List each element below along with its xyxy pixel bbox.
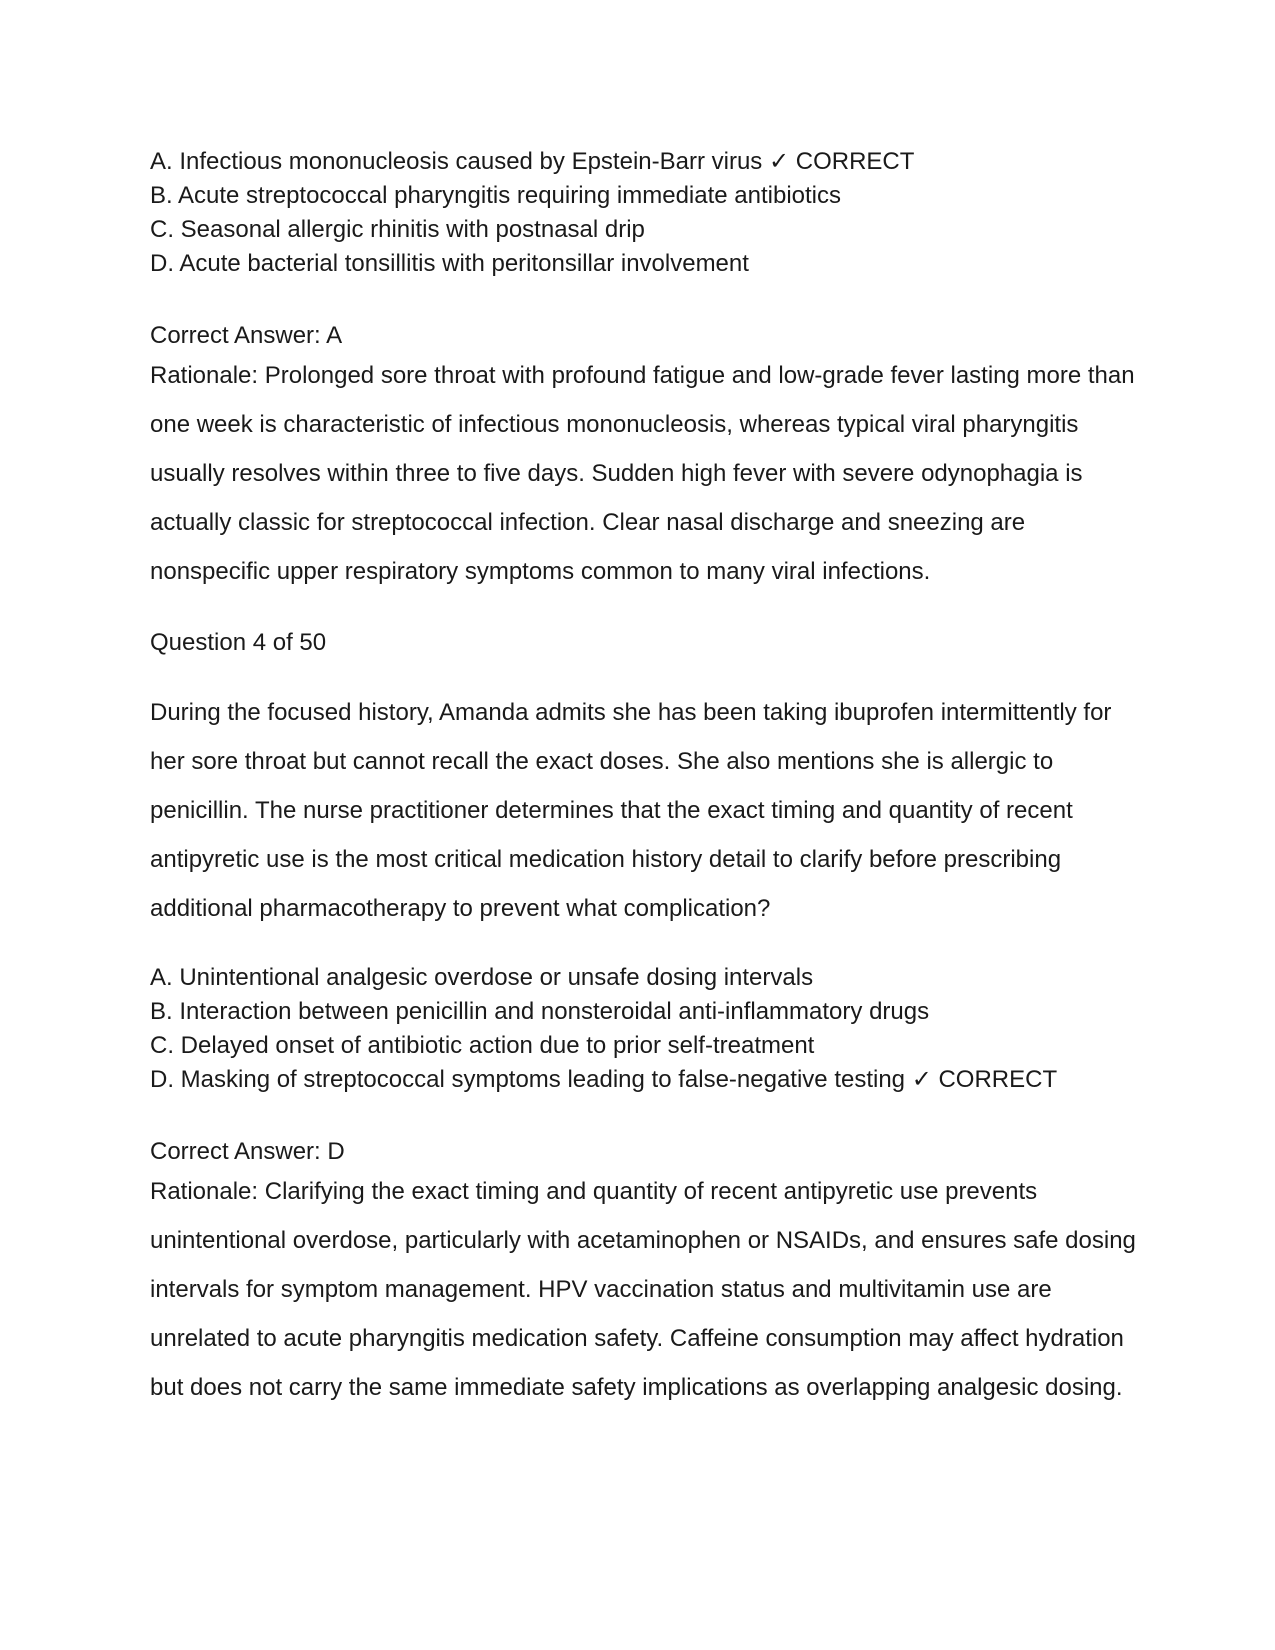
answer-section [150, 1135, 1150, 1412]
correct-answer-label: Correct Answer: A [150, 322, 343, 349]
answer-options-list [150, 961, 1150, 1097]
rationale-text: Rationale: Clarifying the exact timing and quantity of recent antipyretic use prevents unintentional overdose, particularly with acetaminophen or NSAIDs, and ensures safe dosing intervals for symptom management. HPV vaccination status and multivitamin use are unrelated to acute pharyngitis medication safety. Caffeine consumption may affect hydration but does not carry the same immediate safety implications as overlapping analgesic dosing. [150, 1178, 1136, 1401]
option-a: A. Infectious mononucleosis caused by Epstein-Barr virus ✓ CORRECT [150, 148, 915, 175]
rationale-text: Rationale: Prolonged sore throat with profound fatigue and low-grade fever lasting more than one week is characteristic of infectious mononucleosis, whereas typical viral pharyngitis usually resolves within three to five days. Sudden high fever with severe odynophagia is actually classic for streptococcal infection. Clear nasal discharge and sneezing are nonspecific upper respiratory symptoms common to many viral infections. [150, 362, 1135, 585]
document-page [150, 145, 1150, 1412]
question-stem: During the focused history, Amanda admits she has been taking ibuprofen intermittently for her sore throat but cannot recall the exact doses. She also mentions she is allergic to penicillin. The nurse practitioner determines that the exact timing and quantity of recent antipyretic use is the most critical medication history detail to clarify before prescribing additional pharmacotherapy to prevent what complication? [150, 699, 1112, 922]
answer-options-list [150, 145, 1150, 281]
question-header: Question 4 of 50 [150, 629, 327, 656]
option-d: D. Acute bacterial tonsillitis with peritonsillar involvement [150, 250, 749, 277]
option-c: C. Delayed onset of antibiotic action due to prior self-treatment [150, 1032, 815, 1059]
option-b: B. Interaction between penicillin and nonsteroidal anti-inflammatory drugs [150, 998, 930, 1025]
option-b: B. Acute streptococcal pharyngitis requiring immediate antibiotics [150, 182, 842, 209]
option-d: D. Masking of streptococcal symptoms leading to false-negative testing ✓ CORRECT [150, 1066, 1058, 1093]
option-a: A. Unintentional analgesic overdose or unsafe dosing intervals [150, 964, 814, 991]
answer-section [150, 319, 1150, 596]
correct-answer-label: Correct Answer: D [150, 1138, 345, 1165]
option-c: C. Seasonal allergic rhinitis with postnasal drip [150, 216, 645, 243]
